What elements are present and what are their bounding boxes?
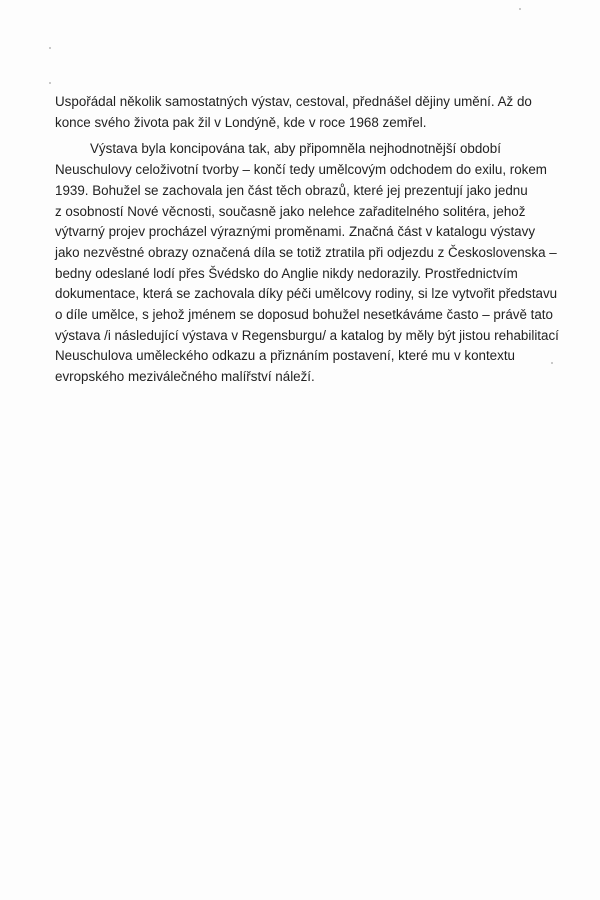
scan-speck [519, 8, 521, 10]
text-line: konce svého života pak žil v Londýně, kde v roce 1968 zemřel. [55, 114, 427, 130]
scan-speck [49, 82, 51, 84]
text-line: bedny odeslané lodí přes Švédsko do Anglie nikdy nedorazily. Prostřednictvím [55, 265, 518, 281]
text-line: Uspořádal několik samostatných výstav, cestoval, přednášel dějiny umění. Až do [55, 94, 532, 109]
text-line: výtvarný projev procházel výraznými proměnami. Značná část v katalogu výstavy [55, 224, 536, 240]
text-line: 1939. Bohužel se zachovala jen část těch obrazů, které jej prezentují jako jednu [55, 182, 528, 198]
text-line: z osobností Nové věcnosti, současně jako nelehce zařaditelného solitéra, jehož [55, 203, 526, 219]
text-line: dokumentace, která se zachovala díky péči umělcovy rodiny, si lze vytvořit představu [55, 286, 558, 302]
paragraph-1 [55, 92, 575, 133]
text-line: Výstava byla koncipována tak, aby připomněla nejhodnotnější období [90, 141, 501, 157]
text-line: výstava /i následující výstava v Regensburgu/ a katalog by měly být jistou rehabilitací [55, 327, 559, 343]
text-line: Neuschulovy celoživotní tvorby – končí tedy umělcovým odchodem do exilu, rokem [55, 162, 547, 178]
text-line: o díle umělce, s jehož jménem se doposud bohužel nesetkáváme často – právě tato [55, 307, 553, 323]
document-body [55, 92, 575, 388]
text-line: evropského meziválečného malířství náleží. [55, 369, 315, 385]
paragraph-2 [55, 139, 575, 387]
text-line: Neuschulova uměleckého odkazu a přiznáním postavení, které mu v kontextu [55, 348, 515, 364]
text-line: jako nezvěstné obrazy označená díla se totiž ztratila při odjezdu z Československa – [55, 244, 557, 260]
scan-speck [49, 47, 51, 49]
